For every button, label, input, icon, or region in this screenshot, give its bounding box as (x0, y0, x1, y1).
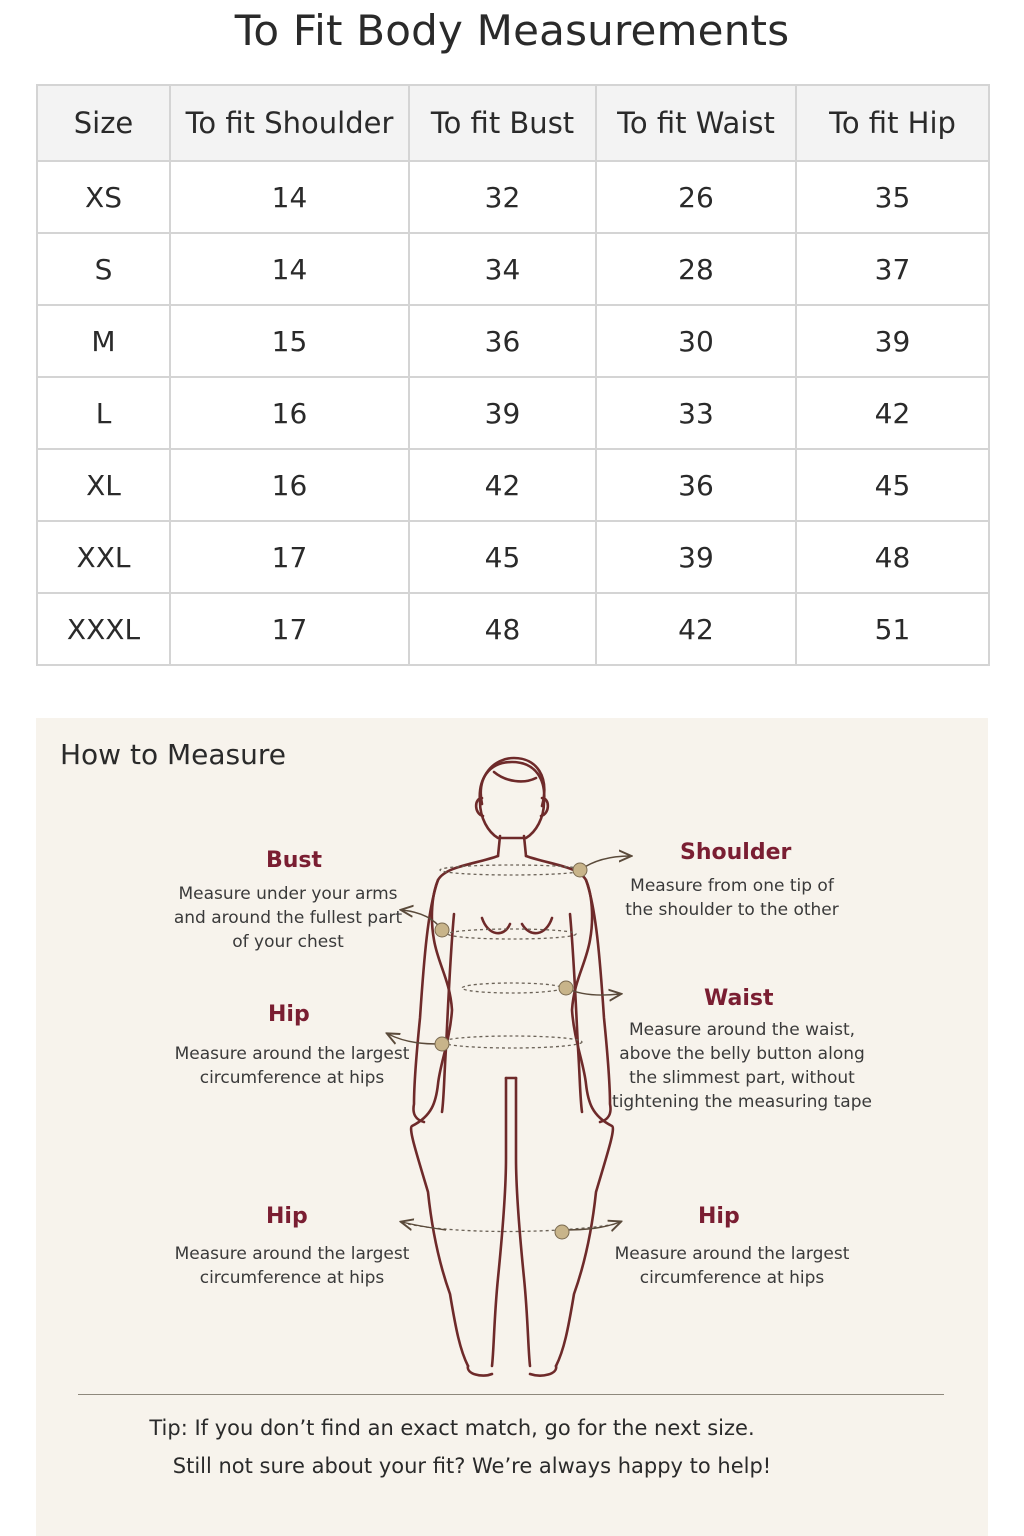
table-row (37, 521, 989, 593)
table-cell: 48 (796, 521, 989, 593)
table-cell: 17 (170, 521, 409, 593)
table-cell: 35 (796, 161, 989, 233)
waist-label-title: Waist (704, 986, 774, 1011)
column-header-shoulder: To fit Shoulder (170, 85, 409, 161)
table-cell: 14 (170, 233, 409, 305)
waist-label-desc: Measure around the waist, above the belly button along the slimmest part, without tightening the measuring tape (612, 1020, 872, 1112)
table-cell: 16 (170, 449, 409, 521)
table-cell: 51 (796, 593, 989, 665)
hip-label-title: Hip (268, 1002, 310, 1027)
table-cell: 30 (596, 305, 796, 377)
tip-line-1: Tip: If you don’t find an exact match, go for the next size. (149, 1416, 755, 1440)
hip-lower-right-label-title: Hip (698, 1204, 740, 1229)
table-cell: 39 (796, 305, 989, 377)
hip-lower-right-label-desc: Measure around the largest circumference at hips (614, 1244, 850, 1288)
table-cell: XXL (37, 521, 170, 593)
table-cell: XXXL (37, 593, 170, 665)
table-cell: 37 (796, 233, 989, 305)
hip-lower-left-label-title: Hip (266, 1204, 308, 1229)
table-cell: 33 (596, 377, 796, 449)
table-cell: 15 (170, 305, 409, 377)
table-cell: 36 (596, 449, 796, 521)
divider (78, 1394, 944, 1395)
table-cell: 26 (596, 161, 796, 233)
shoulder-label-title: Shoulder (680, 840, 792, 865)
page-title: To Fit Body Measurements (234, 6, 790, 55)
bust-label-title: Bust (266, 848, 323, 873)
table-row (37, 593, 989, 665)
table-cell: M (37, 305, 170, 377)
how-to-measure-heading: How to Measure (60, 738, 286, 771)
table-cell: 16 (170, 377, 409, 449)
table-cell: 17 (170, 593, 409, 665)
table-cell: 45 (409, 521, 596, 593)
table-cell: 48 (409, 593, 596, 665)
table-cell: 36 (409, 305, 596, 377)
table-row (37, 377, 989, 449)
table-row (37, 161, 989, 233)
table-header-row (37, 85, 989, 161)
table-cell: 28 (596, 233, 796, 305)
table-row (37, 305, 989, 377)
table-cell: 39 (596, 521, 796, 593)
table-cell: 42 (796, 377, 989, 449)
hip-label-desc: Measure around the largest circumference at hips (174, 1044, 410, 1088)
table-cell: 32 (409, 161, 596, 233)
table-row (37, 233, 989, 305)
body-figure-illustration (36, 718, 988, 1536)
table-cell: 14 (170, 161, 409, 233)
table-cell: XS (37, 161, 170, 233)
table-cell: 45 (796, 449, 989, 521)
table-cell: 42 (409, 449, 596, 521)
table-cell: L (37, 377, 170, 449)
table-cell: S (37, 233, 170, 305)
column-header-hip: To fit Hip (796, 85, 989, 161)
shoulder-label-desc: Measure from one tip of the shoulder to the other (625, 876, 839, 920)
hip-lower-left-label-desc: Measure around the largest circumference at hips (174, 1244, 410, 1288)
how-to-measure-panel (36, 718, 988, 1536)
tip-line-2: Still not sure about your fit? We’re always happy to help! (172, 1454, 772, 1478)
column-header-size: Size (37, 85, 170, 161)
column-header-bust: To fit Bust (409, 85, 596, 161)
bust-label-desc: Measure under your arms and around the fullest part of your chest (173, 884, 403, 952)
table-cell: 42 (596, 593, 796, 665)
table-cell: XL (37, 449, 170, 521)
table-cell: 39 (409, 377, 596, 449)
size-chart-table (36, 84, 990, 666)
table-cell: 34 (409, 233, 596, 305)
table-row (37, 449, 989, 521)
column-header-waist: To fit Waist (596, 85, 796, 161)
